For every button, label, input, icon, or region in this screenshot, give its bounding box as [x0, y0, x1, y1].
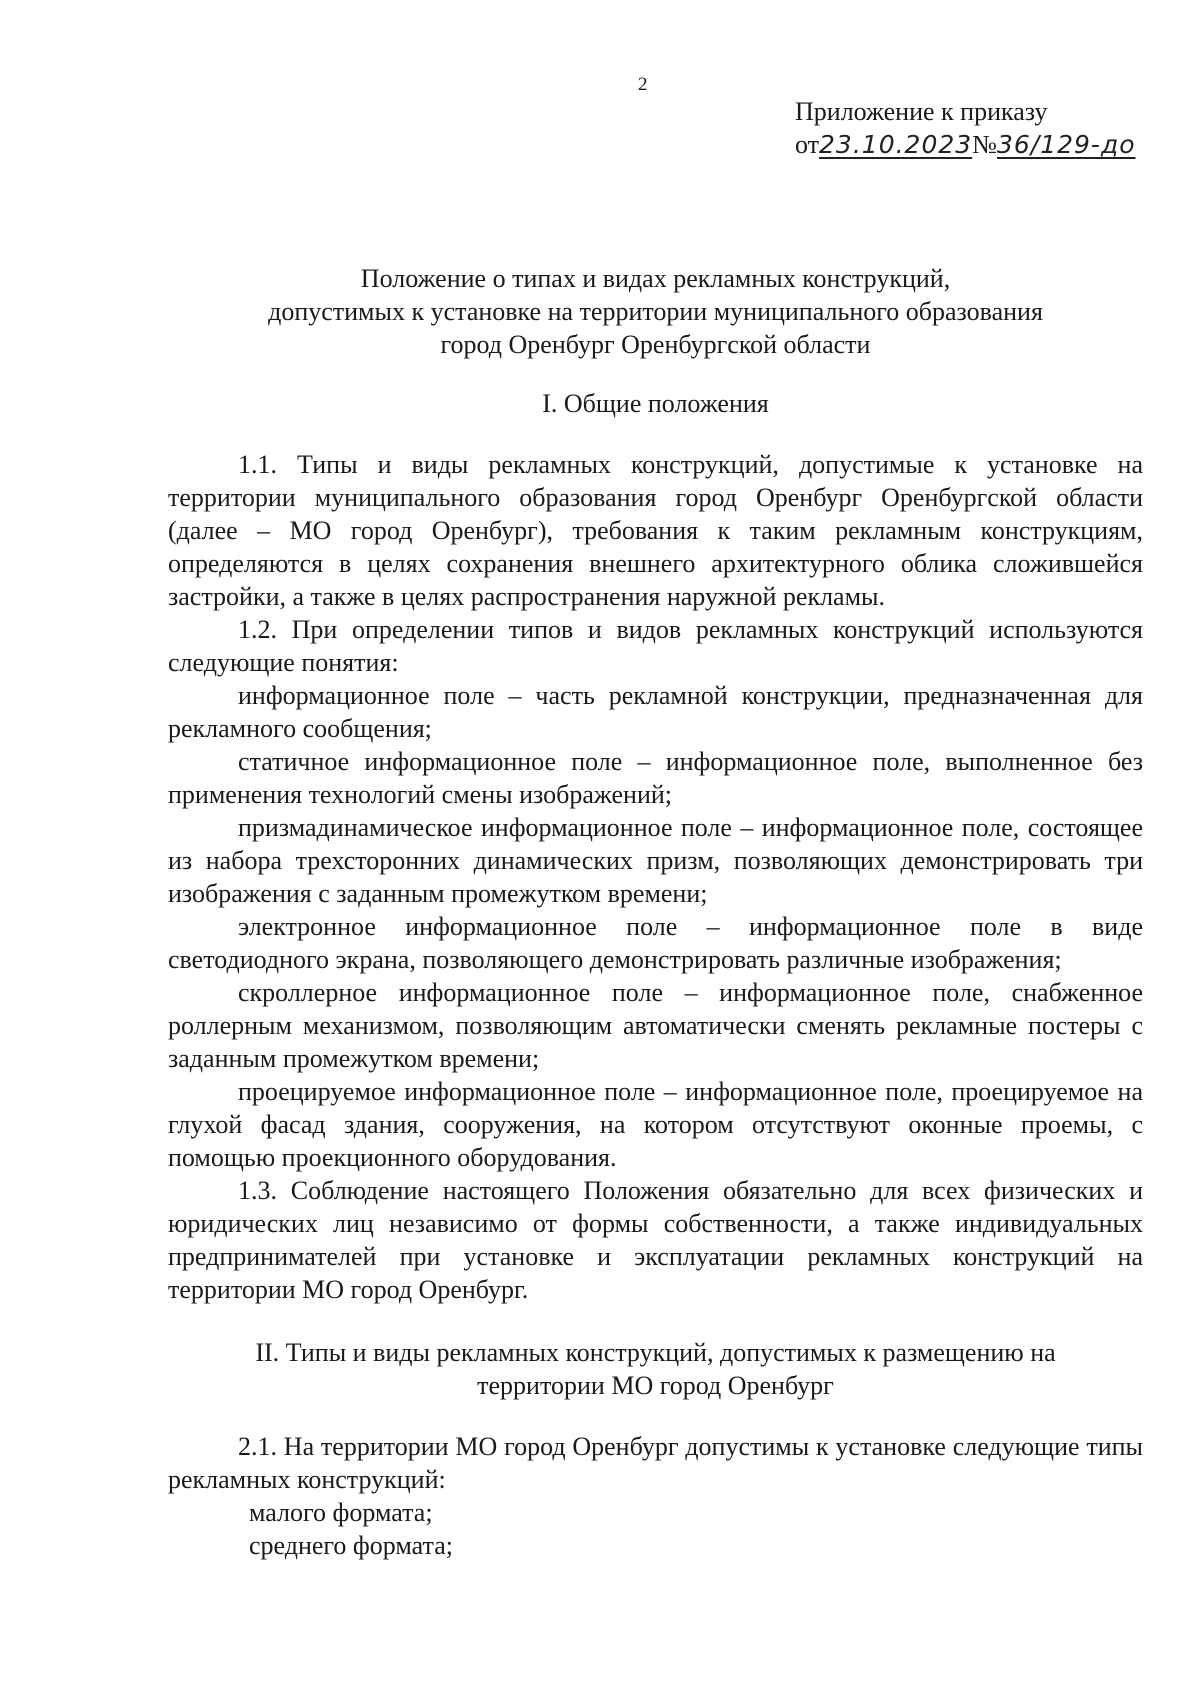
list-item: среднего формата; [249, 1531, 453, 1560]
section-1-heading-text: I. Общие положения [542, 389, 769, 418]
title-line-3: город Оренбург Оренбургской области [440, 330, 871, 359]
definition-projected-field: проецируемое информационное поле – информационное поле, проецируемое на глухой фасад здания, сооружения, на котором отсутствуют оконные проемы, с помощью проекционного оборудования. [168, 1077, 1143, 1172]
paragraph-1-1: 1.1. Типы и виды рекламных конструкций, допустимые к установке на территории муниципального образования город Оренбург Оренбургской области (далее – МО город Оренбург), требования к таким рекламным конструкциям, определяются в целях сохранения внешнего архитектурного облика сложившейся застройки, а также в целях распространения наружной рекламы. [168, 450, 1143, 611]
definition-static-field: статичное информационное поле – информационное поле, выполненное без применения технологий смены изображений; [168, 747, 1143, 809]
appendix-title: Приложение к приказу [795, 97, 1048, 126]
paragraph-1-2: 1.2. При определении типов и видов рекламных конструкций используются следующие понятия: [168, 615, 1143, 677]
section-2-heading-line-2: территории МО город Оренбург [477, 1371, 834, 1400]
definition-scroller-field: скроллерное информационное поле – информационное поле, снабженное роллерным механизмом, позволяющим автоматически сменять рекламные постеры с заданным промежутком времени; [168, 978, 1143, 1073]
list-item: малого формата; [249, 1498, 433, 1527]
title-line-2: допустимых к установке на территории муниципального образования [268, 297, 1043, 326]
definition-prism-dynamic-field: призмадинамическое информационное поле – информационное поле, состоящее из набора трехсторонних динамических призм, позволяющих демонстрировать три изображения с заданным промежутком времени; [168, 813, 1143, 908]
document-title [168, 262, 1143, 361]
section-2-heading-line-1: II. Типы и виды рекламных конструкций, допустимых к размещению на [255, 1338, 1056, 1367]
handwritten-order-number: 36/129-до [996, 130, 1136, 159]
section-2-heading [168, 1336, 1143, 1402]
definition-information-field: информационное поле – часть рекламной конструкции, предназначенная для рекламного сообщения; [168, 681, 1143, 743]
definition-electronic-field: электронное информационное поле – информационное поле в виде светодиодного экрана, позволяющего демонстрировать различные изображения; [168, 912, 1143, 974]
appendix-order-reference [795, 128, 1136, 161]
page-number: 2 [638, 74, 648, 95]
title-line-1: Положение о типах и видах рекламных конструкций, [360, 264, 951, 293]
section-1-heading [168, 387, 1143, 420]
number-sign: № [972, 130, 997, 159]
paragraph-1-3: 1.3. Соблюдение настоящего Положения обязательно для всех физических и юридических лиц независимо от формы собственности, а также индивидуальных предпринимателей при установке и эксплуатации рекламных конструкций на территории МО город Оренбург. [168, 1176, 1143, 1304]
appendix-from-label: от [795, 130, 820, 159]
appendix-header [795, 95, 1136, 161]
handwritten-date: 23.10.2023 [819, 130, 973, 159]
paragraph-2-1: 2.1. На территории МО город Оренбург допустимы к установке следующие типы рекламных конструкций: [168, 1432, 1143, 1494]
document-body [168, 262, 1143, 1562]
